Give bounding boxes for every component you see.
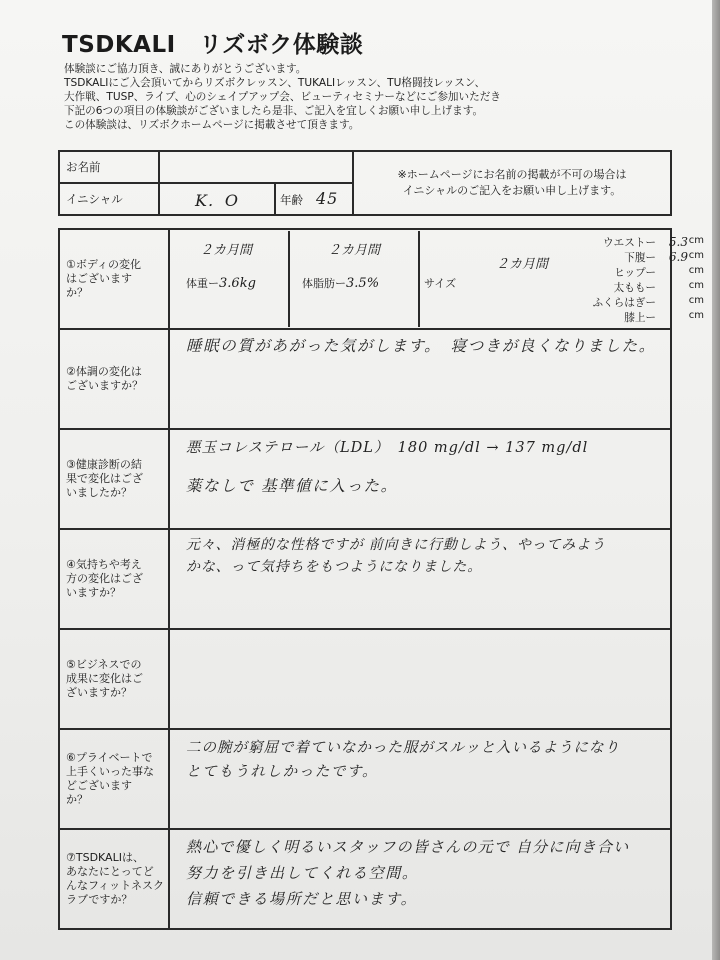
size-name: 太ももー [613, 282, 657, 294]
page-title: TSDKALI リズボク体験談 [62, 32, 364, 58]
label-line: 果で変化はござ [66, 472, 143, 485]
size-list [556, 235, 704, 325]
questions-table [58, 228, 705, 930]
page-edge-shadow [712, 0, 720, 960]
size-row-waist [556, 235, 704, 250]
label-line: どございます [66, 779, 132, 792]
weight-measure [186, 275, 256, 291]
size-unit: cm [688, 235, 705, 246]
answer-line: とてもうれしかったです。 [186, 764, 379, 780]
intro-text [64, 62, 501, 132]
size-row-lower-belly [556, 250, 704, 265]
size-period: ２カ月間 [496, 257, 549, 272]
size-value: 5.3 [668, 235, 689, 249]
size-row-above-knee [556, 310, 704, 325]
weight-period: ２カ月間 [200, 243, 253, 258]
answer-line: 元々、消極的な性格ですが 前向きに行動しよう、やってみよう [186, 537, 606, 553]
health-check-answer[interactable] [169, 429, 671, 529]
notice-line: イニシャルのご記入をお願い申し上げます。 [402, 184, 622, 197]
label-line: ①ボディの変化 [66, 258, 141, 271]
label-line: ラブですか？ [66, 893, 133, 906]
weight-cell [170, 231, 290, 327]
question-label [59, 329, 169, 429]
answer-line: 睡眠の質があがった気がします。 寝つきが良くなりました。 [186, 337, 656, 355]
label-line: ざいますか？ [66, 686, 132, 699]
size-name: ウエストー [603, 237, 657, 249]
label-line: いますか？ [66, 586, 121, 599]
size-unit: cm [688, 310, 705, 321]
label-line: ⑥プライベートで [66, 751, 153, 764]
age-cell [275, 183, 353, 215]
label-line: はございます [66, 272, 132, 285]
intro-line: 下記の6つの項目の体験談がございましたら是非、ご記入を宜しくお願い申し上げます。 [64, 105, 484, 117]
size-unit: cm [688, 265, 705, 276]
intro-line: 大作戦、TUSP、ライブ、心のシェイプアップ会、ビューティセミナーなどにご参加いただき [64, 91, 501, 103]
size-name: 膝上ー [624, 312, 657, 324]
label-line: ②体調の変化は [66, 365, 142, 378]
name-label: お名前 [59, 151, 159, 183]
question-label [59, 529, 169, 629]
size-name: ふくらはぎー [592, 297, 657, 309]
question-label [59, 729, 169, 829]
health-condition-answer[interactable] [169, 329, 671, 429]
age-label: 年齢 [280, 193, 303, 207]
intro-line: この体験談は、リズボクホームページに掲載させて頂きます。 [64, 119, 360, 131]
size-row-hip [556, 265, 704, 280]
label-line: ⑤ビジネスでの [66, 658, 142, 671]
business-answer[interactable] [169, 629, 671, 729]
weight-label: 体重ー [186, 277, 220, 290]
club-impression-answer[interactable] [169, 829, 671, 929]
fat-label: 体脂肪ー [302, 277, 347, 290]
label-line: ④気持ちや考え [66, 558, 142, 571]
intro-line: 体験談にご協力頂き、誠にありがとうございます。 [64, 63, 307, 75]
label-line: 方の変化はござ [66, 572, 143, 585]
fat-period: ２カ月間 [328, 243, 381, 258]
question-label [59, 229, 169, 329]
label-line: いましたか？ [66, 486, 132, 499]
size-label: サイズ [424, 277, 457, 290]
notice-cell [353, 151, 671, 215]
question-label [59, 629, 169, 729]
header-table [58, 150, 672, 216]
fat-value: 3.5% [346, 276, 380, 291]
weight-value: 3.6kg [219, 276, 256, 291]
label-line: か？ [66, 793, 88, 806]
label-line: あなたにとってど [66, 865, 154, 878]
size-unit: cm [688, 280, 705, 291]
label-line: 成果に変化はご [66, 672, 143, 685]
label-line: ⑦TSDKALIは、 [66, 851, 144, 864]
mindset-answer[interactable] [169, 529, 671, 629]
private-answer[interactable] [169, 729, 671, 829]
answer-line: 努力を引き出してくれる空間。 [186, 864, 419, 882]
initial-label: イニシャル [59, 183, 159, 215]
size-unit: cm [688, 295, 705, 306]
size-name: ヒップー [614, 267, 657, 279]
answer-line: かな、って気持ちをもつようになりました。 [186, 559, 483, 575]
answer-line: 熱心で優しく明るいスタッフの皆さんの元で 自分に向き合い [186, 838, 630, 856]
label-line: んなフィットネスク [66, 879, 165, 892]
intro-line: TSDKALIにご入会頂いてからリズボクレッスン、TUKALIレッスン、TU格闘技レッスン、 [64, 77, 486, 89]
question-label [59, 429, 169, 529]
notice-line: ※ホームページにお名前の掲載が不可の場合は [397, 168, 627, 181]
label-line: 上手くいった事な [66, 765, 154, 778]
fat-cell [288, 231, 420, 327]
label-line: ございますか？ [66, 379, 143, 392]
label-line: か？ [66, 286, 88, 299]
size-value: 6.9 [668, 250, 689, 264]
answer-line: 信頼できる場所だと思います。 [186, 890, 418, 908]
initial-field[interactable]: K．O [159, 183, 275, 215]
size-row-thigh [556, 280, 704, 295]
name-field[interactable] [159, 151, 353, 183]
body-change-answer[interactable] [169, 229, 705, 329]
size-name: 下腹ー [624, 252, 657, 264]
size-row-calf [556, 295, 704, 310]
answer-line: 薬なしで 基準値に入った。 [186, 477, 398, 495]
answer-line: 悪玉コレステロール（LDL） 180 mg/dl → 137 mg/dl [186, 440, 589, 456]
size-unit: cm [688, 250, 705, 261]
question-label [59, 829, 169, 929]
answer-line: 二の腕が窮屈で着ていなかった服がスルッと入いるようになり [186, 740, 621, 756]
label-line: ③健康診断の結 [66, 458, 142, 471]
age-field[interactable]: 45 [316, 189, 339, 208]
fat-measure [302, 275, 379, 291]
